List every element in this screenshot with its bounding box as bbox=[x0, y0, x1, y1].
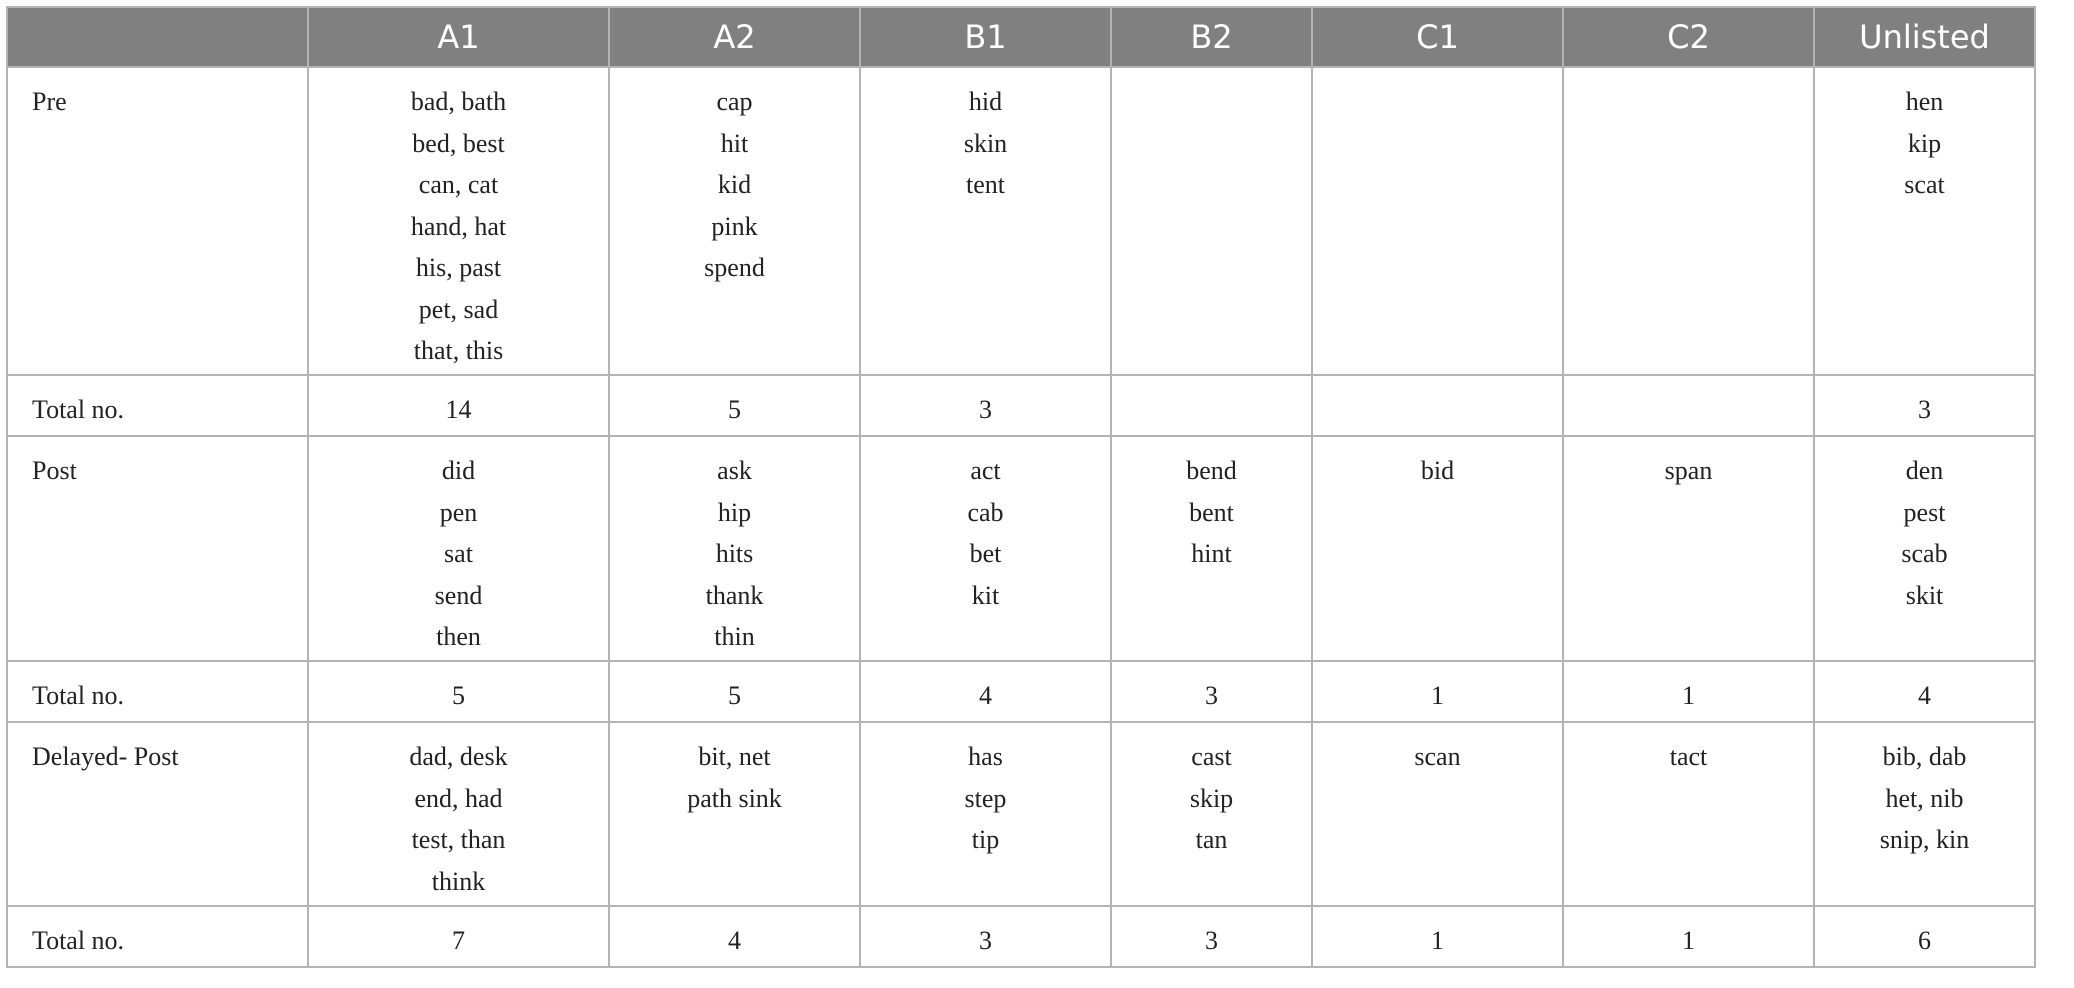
row-label: Post bbox=[7, 436, 308, 661]
cell-line: spend bbox=[704, 253, 765, 282]
cell-line: 1 bbox=[1682, 926, 1695, 955]
header-cell-a1: A1 bbox=[308, 7, 609, 67]
header-cell-a2: A2 bbox=[609, 7, 860, 67]
table-cell bbox=[1111, 906, 1312, 967]
cell-line: act bbox=[970, 456, 1001, 485]
table-cell bbox=[308, 375, 609, 436]
cell-line: 1 bbox=[1682, 681, 1695, 710]
cell-line: 3 bbox=[979, 926, 992, 955]
cell-line: ask bbox=[717, 456, 752, 485]
cell-line: end, had bbox=[414, 783, 503, 813]
cell-line: 3 bbox=[1205, 926, 1218, 955]
table-cell bbox=[308, 436, 609, 661]
table-cell bbox=[860, 375, 1111, 436]
cell-line: 4 bbox=[1918, 681, 1931, 710]
cell-line: bid bbox=[1420, 456, 1455, 485]
table-cell bbox=[1563, 67, 1814, 375]
row-label: Total no. bbox=[7, 375, 308, 436]
cell-line: bent bbox=[1189, 497, 1234, 527]
table-cell bbox=[860, 722, 1111, 906]
cell-line: 5 bbox=[728, 395, 741, 424]
table-cell bbox=[1814, 436, 2035, 661]
table-row bbox=[7, 375, 2035, 436]
table-cell bbox=[1563, 661, 1814, 722]
cell-line: thin bbox=[714, 622, 755, 651]
cell-line: 6 bbox=[1918, 926, 1931, 955]
table-cell bbox=[1111, 722, 1312, 906]
table-cell bbox=[1563, 722, 1814, 906]
table-body bbox=[7, 67, 2035, 967]
cell-line: bet bbox=[969, 539, 1002, 568]
table-cell bbox=[1312, 661, 1563, 722]
cell-line: tan bbox=[1195, 825, 1228, 854]
cell-line: has bbox=[968, 742, 1003, 771]
cell-line: cast bbox=[1191, 742, 1232, 771]
table-cell bbox=[609, 67, 860, 375]
cell-line: pen bbox=[439, 497, 478, 527]
cell-line: bib, dab bbox=[1882, 742, 1967, 771]
table-cell bbox=[308, 67, 609, 375]
table-cell bbox=[1111, 436, 1312, 661]
table-row bbox=[7, 722, 2035, 906]
cell-line: hen bbox=[1905, 87, 1944, 116]
table-cell bbox=[609, 722, 860, 906]
table-row bbox=[7, 906, 2035, 967]
cell-line: bad, bath bbox=[410, 87, 507, 116]
table-cell bbox=[1312, 67, 1563, 375]
header-cell-c1: C1 bbox=[1312, 7, 1563, 67]
cell-line: hand, hat bbox=[410, 211, 507, 241]
table-cell bbox=[1312, 906, 1563, 967]
table-cell bbox=[609, 436, 860, 661]
cell-line: tip bbox=[971, 825, 1000, 854]
cell-line: cap bbox=[716, 87, 753, 116]
table-cell bbox=[1814, 906, 2035, 967]
cell-line: het, nib bbox=[1885, 783, 1964, 813]
table-cell bbox=[308, 661, 609, 722]
cell-line: tact bbox=[1669, 742, 1708, 771]
word-level-table bbox=[6, 6, 2036, 968]
table-cell bbox=[308, 906, 609, 967]
table-cell bbox=[860, 906, 1111, 967]
cell-line: hint bbox=[1191, 539, 1232, 568]
cell-line: hip bbox=[717, 497, 752, 527]
cell-line: 5 bbox=[452, 681, 465, 710]
cell-line: that, this bbox=[413, 336, 504, 365]
cell-line: send bbox=[434, 580, 483, 610]
table-cell bbox=[1312, 375, 1563, 436]
cell-line: 3 bbox=[1918, 395, 1931, 424]
table-cell bbox=[1814, 375, 2035, 436]
cell-line: can, cat bbox=[418, 170, 499, 199]
cell-line: hit bbox=[720, 128, 749, 158]
cell-line: skip bbox=[1189, 783, 1234, 813]
cell-line: skit bbox=[1905, 580, 1944, 610]
table-cell bbox=[1111, 661, 1312, 722]
table-cell bbox=[609, 661, 860, 722]
table-cell bbox=[860, 67, 1111, 375]
cell-line: den bbox=[1905, 456, 1944, 485]
table-cell bbox=[1563, 375, 1814, 436]
word-table-container bbox=[6, 6, 2034, 968]
table-cell bbox=[1312, 436, 1563, 661]
table-cell bbox=[1111, 375, 1312, 436]
table-row bbox=[7, 436, 2035, 661]
cell-line: cab bbox=[967, 497, 1004, 527]
cell-line: scab bbox=[1901, 539, 1948, 568]
cell-line: scan bbox=[1414, 742, 1461, 771]
table-cell bbox=[609, 906, 860, 967]
table-row bbox=[7, 67, 2035, 375]
table-cell bbox=[308, 722, 609, 906]
cell-line: 4 bbox=[728, 926, 741, 955]
cell-line: kid bbox=[717, 170, 752, 199]
cell-line: 1 bbox=[1431, 926, 1444, 955]
cell-line: 3 bbox=[979, 395, 992, 424]
table-cell bbox=[1563, 436, 1814, 661]
cell-line: thank bbox=[705, 580, 764, 610]
table-cell bbox=[1312, 722, 1563, 906]
cell-line: did bbox=[441, 456, 476, 485]
cell-line: pest bbox=[1903, 497, 1946, 527]
table-cell bbox=[1563, 906, 1814, 967]
table-cell bbox=[860, 436, 1111, 661]
table-cell bbox=[1814, 661, 2035, 722]
cell-line: then bbox=[436, 622, 481, 651]
cell-line: sat bbox=[444, 539, 473, 568]
header-cell-b2: B2 bbox=[1111, 7, 1312, 67]
cell-line: span bbox=[1664, 456, 1713, 485]
cell-line: 14 bbox=[445, 395, 472, 424]
cell-line: hits bbox=[715, 539, 754, 568]
cell-line: think bbox=[431, 866, 486, 896]
header-cell-b1: B1 bbox=[860, 7, 1111, 67]
cell-line: 3 bbox=[1205, 681, 1218, 710]
cell-line: bed, best bbox=[412, 128, 505, 158]
cell-line: 5 bbox=[728, 681, 741, 710]
table-cell bbox=[1814, 722, 2035, 906]
cell-line: tent bbox=[966, 170, 1005, 199]
cell-line: pet, sad bbox=[418, 294, 499, 324]
row-label: Total no. bbox=[7, 661, 308, 722]
table-cell bbox=[1111, 67, 1312, 375]
cell-line: path sink bbox=[687, 783, 782, 813]
header-cell-empty bbox=[7, 7, 308, 67]
table-cell bbox=[860, 661, 1111, 722]
cell-line: test, than bbox=[411, 825, 506, 854]
cell-line: bit, net bbox=[698, 742, 771, 771]
cell-line: pink bbox=[711, 211, 758, 241]
table-row bbox=[7, 661, 2035, 722]
header-cell-unlisted: Unlisted bbox=[1814, 7, 2035, 67]
cell-line: skin bbox=[963, 128, 1008, 158]
cell-line: 4 bbox=[979, 681, 992, 710]
cell-line: hid bbox=[968, 87, 1003, 116]
header-cell-c2: C2 bbox=[1563, 7, 1814, 67]
cell-line: kit bbox=[971, 580, 1000, 610]
cell-line: dad, desk bbox=[409, 742, 508, 771]
cell-line: snip, kin bbox=[1879, 825, 1970, 854]
cell-line: step bbox=[964, 783, 1007, 813]
cell-line: his, past bbox=[415, 253, 502, 282]
cell-line: bend bbox=[1186, 456, 1237, 485]
row-label: Delayed- Post bbox=[7, 722, 308, 906]
table-cell bbox=[609, 375, 860, 436]
cell-line: scat bbox=[1904, 170, 1945, 199]
cell-line: 7 bbox=[452, 926, 465, 955]
row-label: Total no. bbox=[7, 906, 308, 967]
row-label: Pre bbox=[7, 67, 308, 375]
cell-line: kip bbox=[1907, 128, 1942, 158]
table-cell bbox=[1814, 67, 2035, 375]
header-row bbox=[7, 7, 2035, 67]
cell-line: 1 bbox=[1431, 681, 1444, 710]
